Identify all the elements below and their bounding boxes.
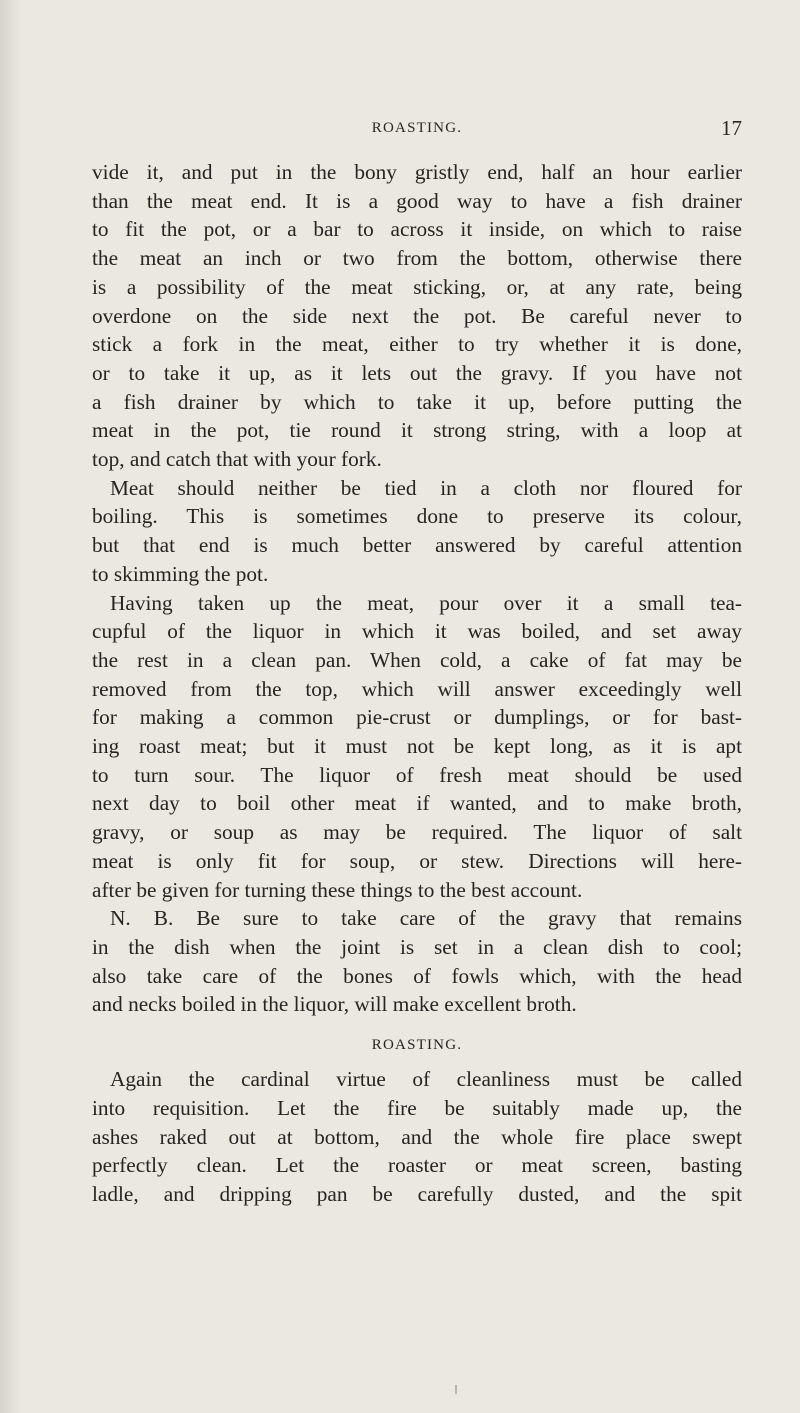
paragraph [92, 1065, 742, 1209]
section-heading: ROASTING. [371, 1037, 463, 1054]
text-line: ashes raked out at bottom, and the whole fire place swept [92, 1124, 742, 1149]
paragraph [92, 158, 742, 474]
text-line: the meat an inch or two from the bottom, otherwise there [92, 246, 742, 271]
text-line: or to take it up, as it lets out the gravy. If you have not [92, 360, 742, 385]
text-line: overdone on the side next the pot. Be careful never to [92, 303, 742, 328]
text-line: next day to boil other meat if wanted, and to make broth, [92, 791, 742, 816]
text-line: and necks boiled in the liquor, will make excellent broth. [92, 992, 577, 1017]
text-line: also take care of the bones of fowls which, with the head [92, 963, 742, 988]
text-line: meat in the pot, tie round it strong string, with a loop at [92, 418, 742, 443]
text-line: gravy, or soup as may be required. The liquor of salt [92, 820, 742, 845]
text-line: for making a common pie-crust or dumplings, or for bast- [92, 705, 742, 730]
text-line: into requisition. Let the fire be suitably made up, the [92, 1095, 742, 1120]
gutter-shadow [0, 0, 22, 1413]
paragraph [92, 474, 742, 589]
text-line: cupful of the liquor in which it was boiled, and set away [92, 619, 742, 644]
text-line: Meat should neither be tied in a cloth nor floured for [110, 475, 742, 500]
text-line: than the meat end. It is a good way to have a fish drainer [92, 188, 742, 213]
page-header [92, 116, 742, 146]
text-line: but that end is much better answered by careful attention [92, 533, 742, 558]
page-number: 17 [721, 116, 742, 140]
text-line: the rest in a clean pan. When cold, a cake of fat may be [92, 647, 742, 672]
text-line: ing roast meat; but it must not be kept long, as it is apt [92, 734, 742, 759]
body-text [92, 158, 742, 1209]
text-line: in the dish when the joint is set in a clean dish to cool; [92, 934, 742, 959]
text-line: Having taken up the meat, pour over it a small tea- [110, 590, 742, 615]
text-line: stick a fork in the meat, either to try whether it is done, [92, 332, 742, 357]
text-line: to fit the pot, or a bar to across it inside, on which to raise [92, 217, 742, 242]
running-head: ROASTING. [371, 120, 463, 136]
text-line: perfectly clean. Let the roaster or meat screen, basting [92, 1153, 742, 1178]
text-line: to turn sour. The liquor of fresh meat should be used [92, 762, 742, 787]
text-line: boiling. This is sometimes done to preserve its colour, [92, 504, 742, 529]
paper-speck [455, 1385, 457, 1394]
text-line: ladle, and dripping pan be carefully dusted, and the spit [92, 1181, 742, 1206]
text-line: removed from the top, which will answer exceedingly well [92, 676, 742, 701]
text-line: top, and catch that with your fork. [92, 447, 382, 472]
text-line: meat is only fit for soup, or stew. Directions will here- [92, 848, 742, 873]
text-line: is a possibility of the meat sticking, or, at any rate, being [92, 274, 742, 299]
text-line: after be given for turning these things to the best account. [92, 877, 583, 902]
text-line: Again the cardinal virtue of cleanliness must be called [110, 1067, 742, 1092]
text-line: to skimming the pot. [92, 561, 269, 586]
text-line: a fish drainer by which to take it up, before putting the [92, 389, 742, 414]
text-line: N. B. Be sure to take care of the gravy that remains [110, 906, 742, 931]
paragraph [92, 904, 742, 1019]
text-line: vide it, and put in the bony gristly end, half an hour earlier [92, 160, 742, 184]
paragraph [92, 589, 742, 905]
